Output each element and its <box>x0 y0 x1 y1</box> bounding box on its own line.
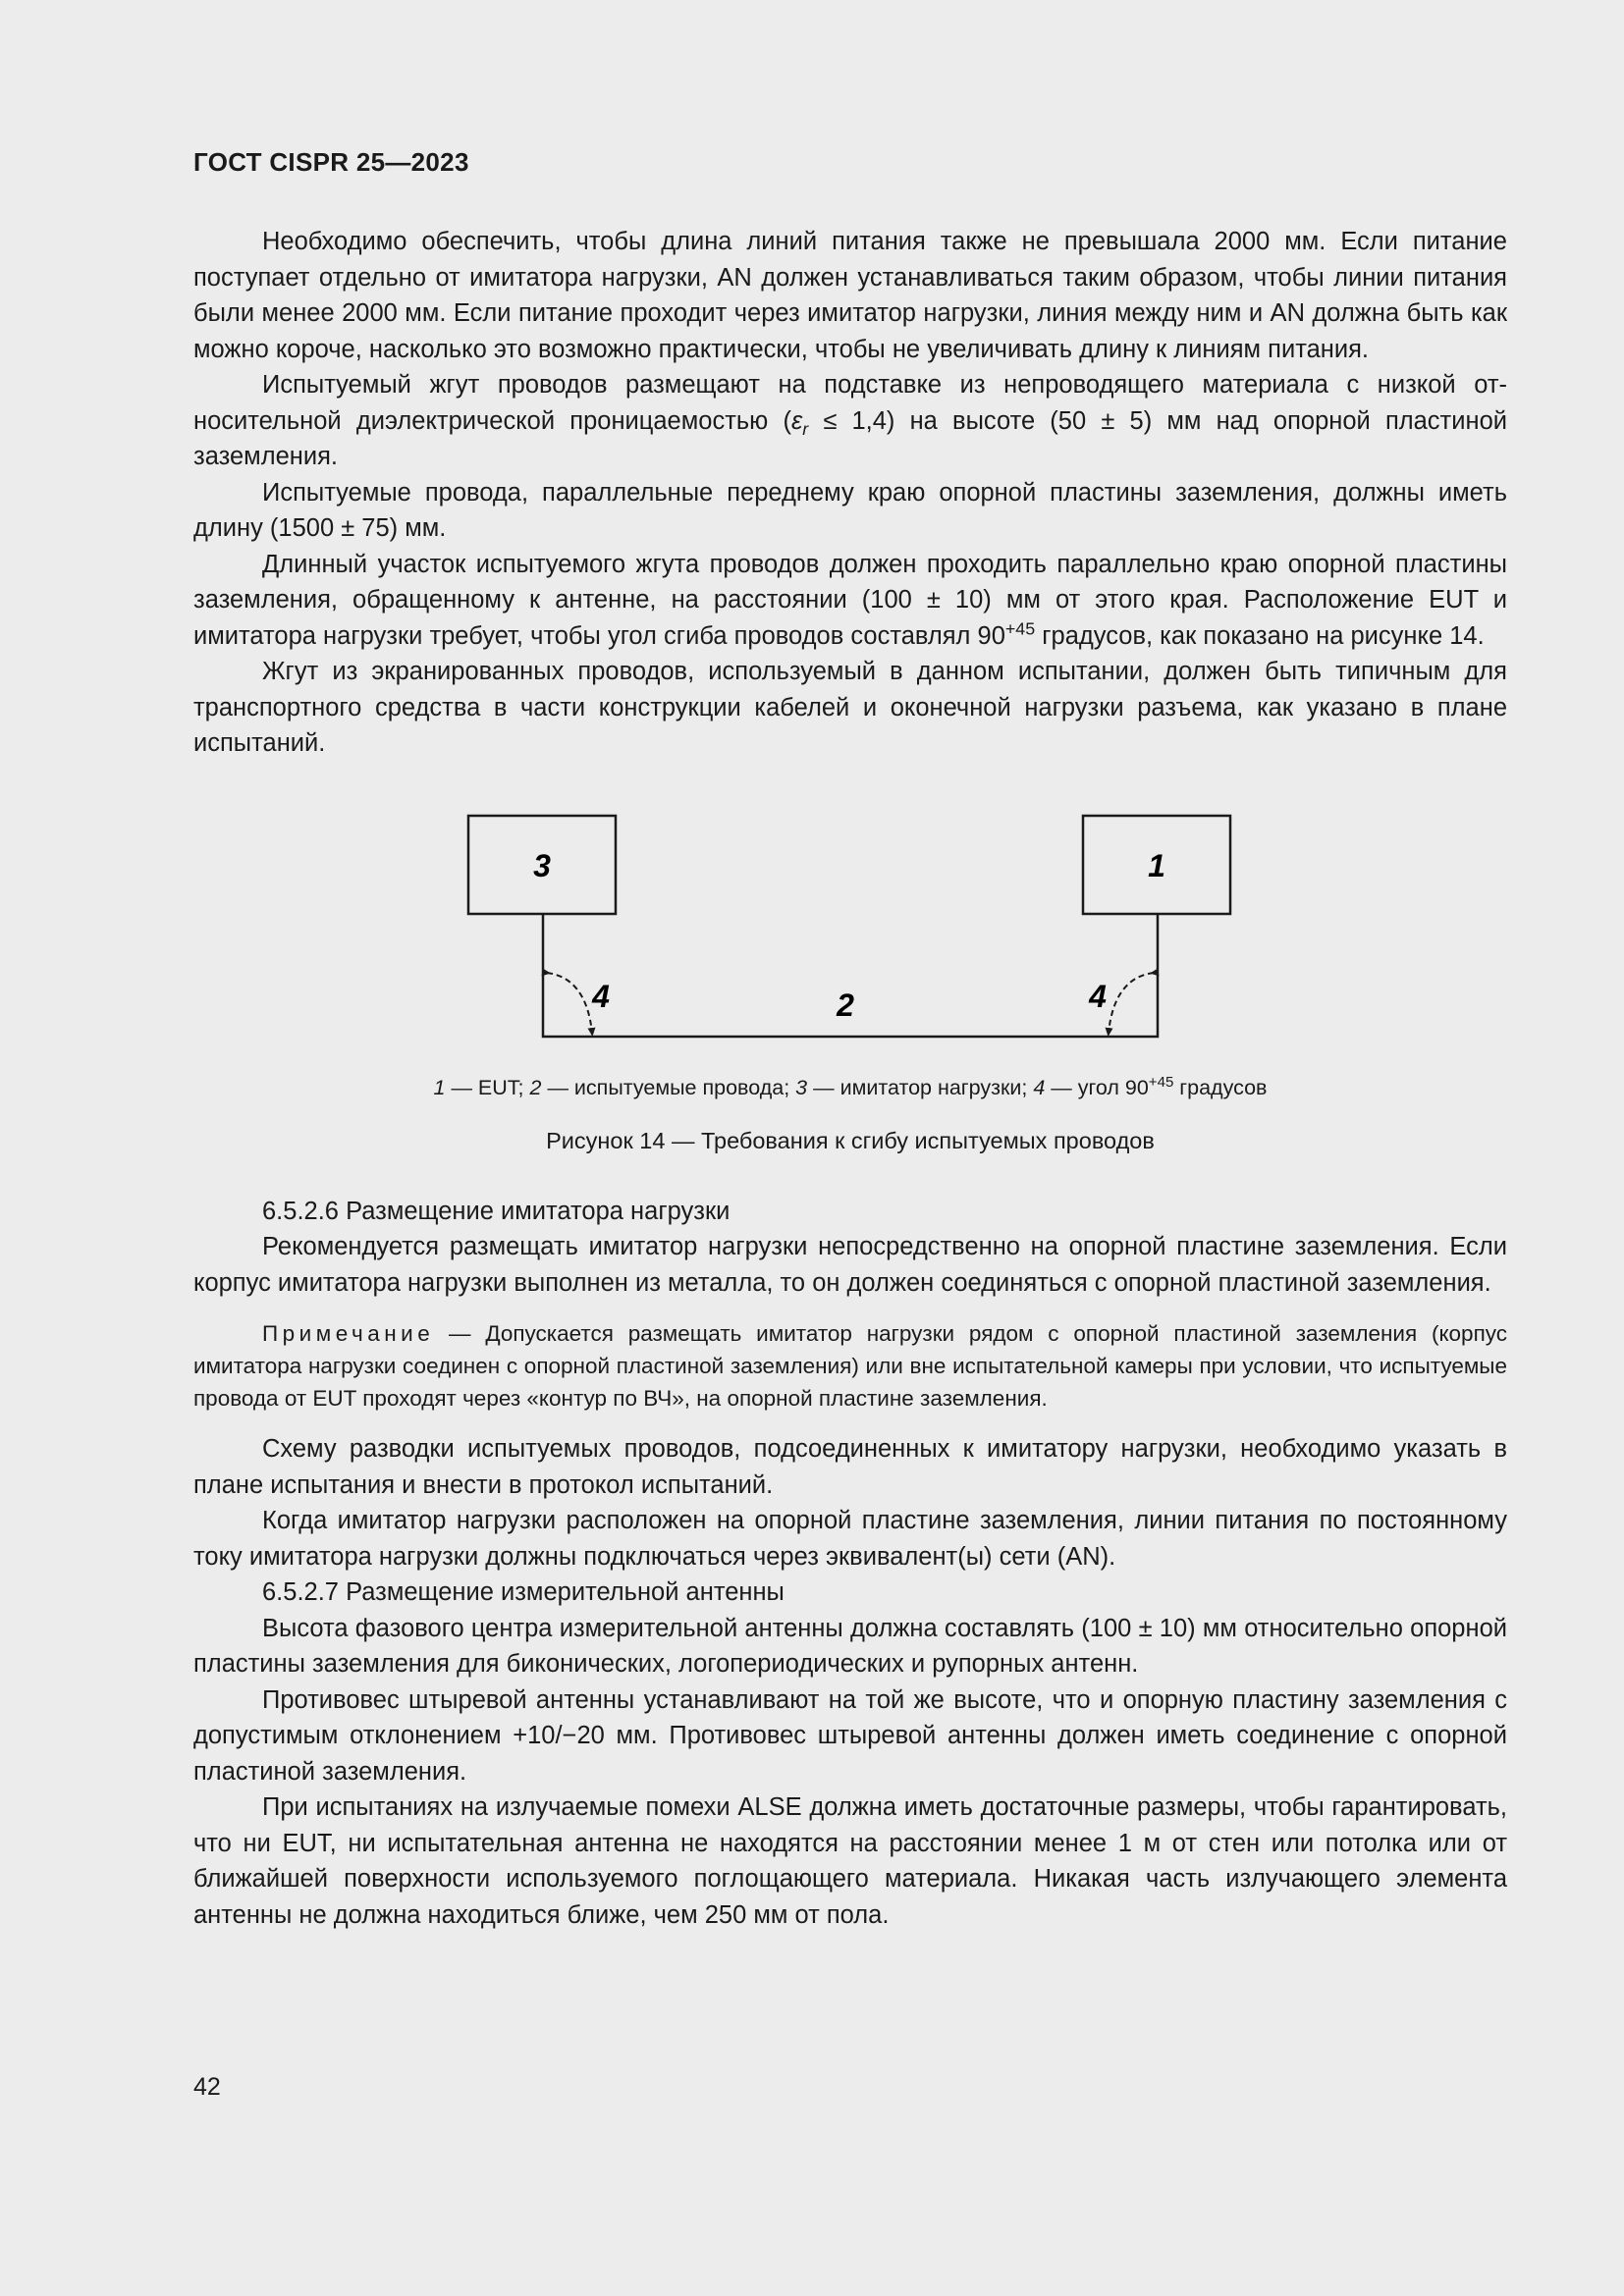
text-fragment: градусов, как показано на рисунке 14. <box>1035 621 1485 650</box>
note-text: — Допускается размещать имитатор нагрузки рядом с опорной пластиной заземления (корпус имитатора нагрузки соединен с опорной пластиной заземления) или вне испытательной камеры при условии, что испытуемые провода от EUT проходят через «контур по ВЧ», на опорной пластине заземления. <box>193 1321 1507 1411</box>
bend-diagram <box>193 762 1507 1076</box>
paragraph-dc-lines: Когда имитатор нагрузки расположен на опорной пластине заземления, линии питания по постоянному току имитатора нагрузки должны подключаться через эквивалент(ы) сети (AN). <box>193 1507 1507 1571</box>
text-fragment: Длинный участок испытуемого жгута проводов должен проходить параллельно краю опорной пластины заземления, обращенному к антенне, на расстоянии (100 ± 10) мм от этого края. Расположение EUT и имитатора нагрузки требует, чтобы угол сгиба проводов составлял 90 <box>193 550 1507 650</box>
figure-legend <box>193 1073 1507 1102</box>
note-label: Примечание <box>262 1321 435 1346</box>
legend-text: градусов <box>1173 1075 1268 1099</box>
legend-text: — EUT; <box>445 1075 530 1099</box>
angle-arc-right <box>1109 973 1154 1033</box>
label-1: 1 <box>1148 847 1165 883</box>
legend-num: 4 <box>1033 1075 1046 1099</box>
paragraph-counterpoise: Противовес штыревой антенны устанавливают на той же высоте, что и опорную пластину заземления с допустимым отклонением +10/−20 мм. Противовес штыревой антенны должен иметь соединение с опорной пластиной заземления. <box>193 1685 1507 1786</box>
page-number: 42 <box>193 2073 221 2101</box>
legend-num: 3 <box>795 1075 808 1099</box>
legend-sup: +45 <box>1148 1073 1174 1091</box>
legend-text: — испытуемые провода; <box>541 1075 796 1099</box>
paragraph-bend-angle <box>193 547 1507 655</box>
text-fragment: ≤ 1,4) на высоте (50 ± 5) мм над опорной пластиной заземления. <box>193 406 1507 470</box>
figure-caption: Рисунок 14 — Требования к сгибу испытуемых проводов <box>546 1127 1155 1153</box>
paragraph-load-placement: Рекомендуется размещать имитатор нагрузки непосредственно на опорной пластине заземления. Если корпус имитатора нагрузки выполнен из металла, то он должен соединяться с опорной пластиной заземления. <box>193 1233 1507 1297</box>
epsilon-symbol: ε <box>790 406 803 435</box>
legend-text: — имитатор нагрузки; <box>807 1075 1034 1099</box>
label-4-left: 4 <box>592 978 610 1014</box>
subscript-r: r <box>802 418 809 439</box>
angle-arc-left <box>547 973 592 1033</box>
section-heading-6-5-2-7: 6.5.2.7 Размещение измерительной антенны <box>262 1578 785 1606</box>
legend-num: 1 <box>433 1075 446 1099</box>
paragraph-wiring-scheme: Схему разводки испытуемых проводов, подсоединенных к имитатору нагрузки, необходимо указать в плане испытания и внести в протокол испытаний. <box>193 1435 1507 1499</box>
figure-14 <box>193 762 1507 1194</box>
legend-num: 2 <box>529 1075 542 1099</box>
label-4-right: 4 <box>1089 978 1107 1014</box>
text-fragment: Испытуемый жгут проводов размещают на подставке из непроводящего материала с низкой относительной диэлектрической проницаемостью ( <box>193 371 1507 435</box>
legend-text: — угол 90 <box>1045 1075 1149 1099</box>
paragraph-antenna-height: Высота фазового центра измерительной антенны должна составлять (100 ± 10) мм относительно опорной пластины заземления для биконических, логопериодических и рупорных антенн. <box>193 1614 1507 1678</box>
paragraph-harness-support <box>193 367 1507 475</box>
label-2: 2 <box>837 987 854 1023</box>
paragraph-shielded-harness: Жгут из экранированных проводов, используемый в данном испытании, должен быть типичным для транспортного средства в части конструкции кабелей и оконечной нагрузки разъема, как указано в плане испытаний. <box>193 658 1507 757</box>
paragraph-wire-length: Испытуемые провода, параллельные переднему краю опорной пластины заземления, должны иметь длину (1500 ± 75) мм. <box>193 478 1507 542</box>
paragraph-power-lines: Необходимо обеспечить, чтобы длина линий питания также не превышала 2000 мм. Если питание поступает отдельно от имитатора нагрузки, AN должен устанавливаться таким образом, чтобы линии питания были менее 2000 мм. Если питание проходит через имитатор нагрузки, линия между ним и AN должна быть как можно короче, насколько это возможно практически, чтобы не увеличивать длину к линиям питания. <box>193 228 1507 363</box>
document-header: ГОСТ CISPR 25—2023 <box>193 147 469 177</box>
label-3: 3 <box>533 847 551 883</box>
paragraph-alse-size: При испытаниях на излучаемые помехи ALSE должна иметь достаточные размеры, чтобы гарантировать, что ни EUT, ни испытательная антенна не находятся на расстоянии менее 1 м от стен или потолка или от ближайшей поверхности используемого поглощающего материала. Никакая часть излучающего элемента антенны не должна находиться ближе, чем 250 мм от пола. <box>193 1793 1507 1929</box>
page-content <box>193 224 1507 1933</box>
section-heading-6-5-2-6: 6.5.2.6 Размещение имитатора нагрузки <box>262 1197 731 1225</box>
note <box>193 1317 1507 1415</box>
angle-tolerance: +45 <box>1004 618 1036 638</box>
